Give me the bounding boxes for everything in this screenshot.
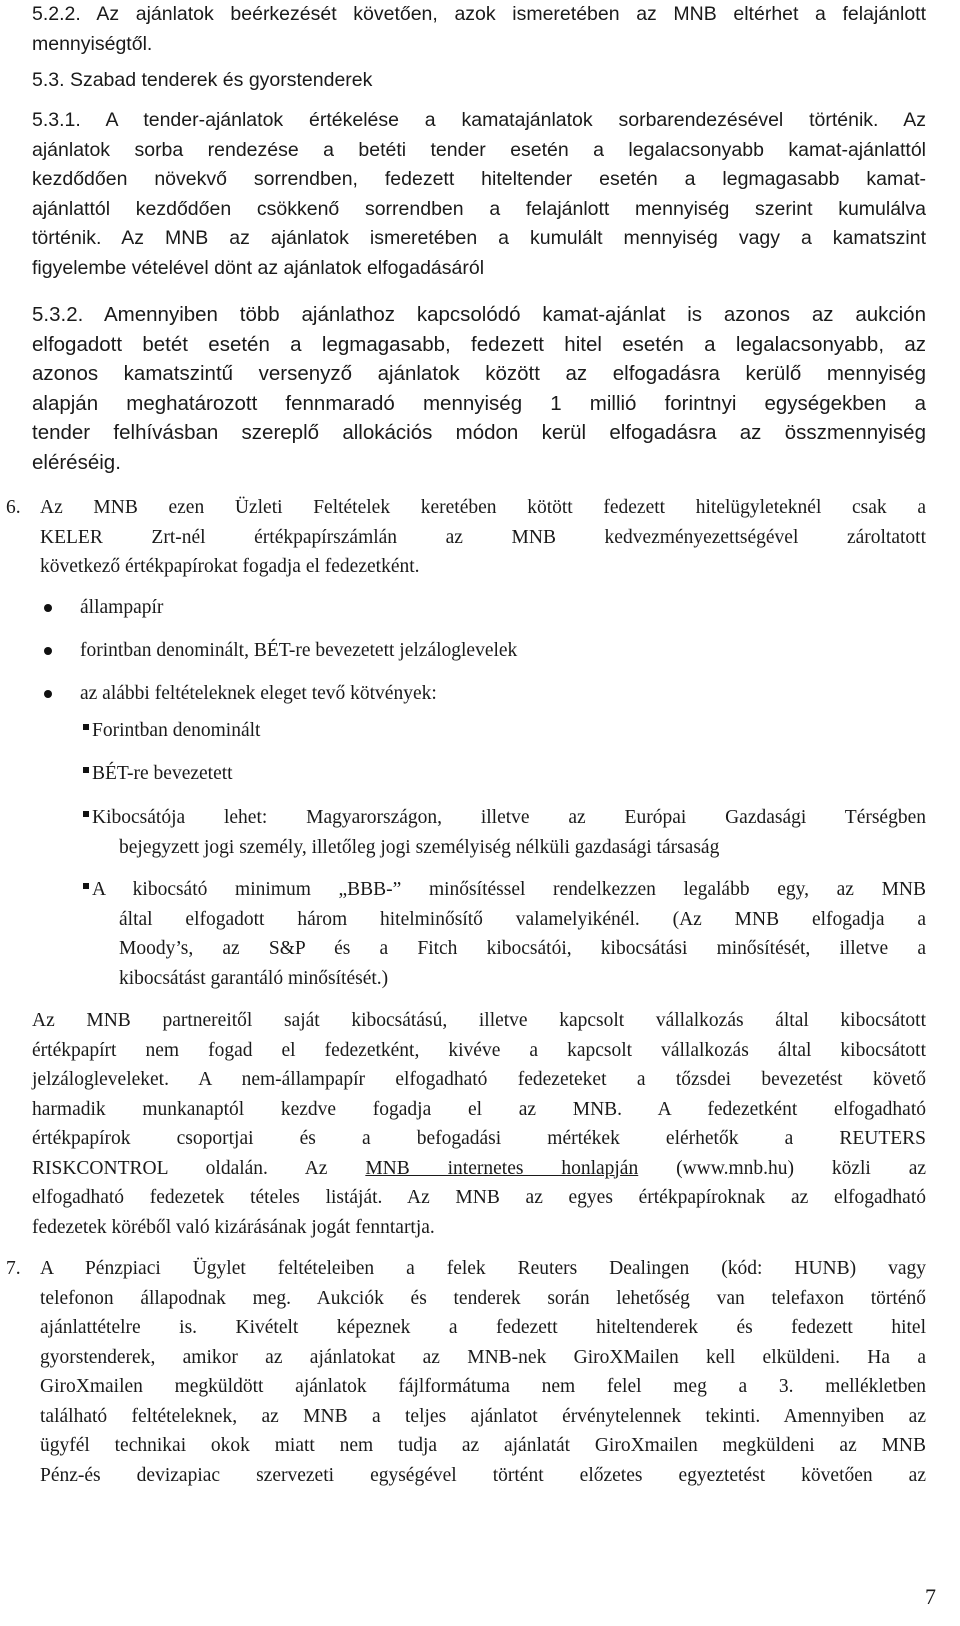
section-5-3-1-line: ajánlattól kezdődően csökkenő sorrendben a felajánlott mennyiség szerint kumulálva [32, 197, 926, 220]
paragraph-line [32, 1154, 926, 1184]
section-5-2-2-line: 5.2.2. Az ajánlatok beérkezését követően, azok ismeretében az MNB eltérhet a felajánlott [32, 3, 926, 25]
section-5-3-2-line: elfogadott betét esetén a legmagasabb, fedezett hitel esetén a legalacsonyabb, az [32, 332, 926, 356]
sub-bullet-item: Forintban denominált [92, 720, 261, 741]
section-5-3-2-line: eléréséig. [32, 450, 121, 474]
sub-bullet-item [92, 803, 926, 862]
section-5-3-1-line: történik. Az MNB az ajánlatok ismeretében a kumulált mennyiség vagy a kamatszint [32, 227, 926, 249]
section-5-3-1-line: ajánlatok sorba rendezése a betéti tender esetén a legalacsonyabb kamat-ajánlattól [32, 138, 926, 161]
page-number: 7 [925, 1584, 936, 1609]
sub-bullet-line: A kibocsátó minimum „BBB-” minősítéssel rendelkezzen legalább egy, az MNB [92, 879, 926, 900]
sub-bullet-line: Kibocsátója lehet: Magyarországon, illetve az Európai Gazdasági Térségben [92, 807, 926, 828]
section-5-3-2-line: alapján meghatározott fennmaradó mennyiség 1 millió forintnyi egységekben a [32, 391, 926, 415]
section-5-3-1 [32, 106, 926, 283]
paragraph-line: harmadik munkanaptól kezdve fogadja el az MNB. A fedezetként elfogadható [32, 1098, 926, 1120]
bullet-item: állampapír [80, 597, 164, 618]
section-6-number: 6. [6, 497, 21, 518]
section-7-line: gyorstenderek, amikor az ajánlatokat az MNB-nek GiroXMailen kell elküldeni. Ha a [40, 1346, 926, 1368]
section-5-3-1-line: kezdődően növekvő sorrendben, fedezett hiteltender esetén a legmagasabb kamat- [32, 168, 926, 190]
square-bullet-icon [83, 724, 89, 730]
section-7-line: található feltételeknek, az MNB a teljes ajánlatot érvénytelennek tekinti. Amennyiben az [40, 1405, 926, 1427]
section-7-line: Pénz-és devizapiac szervezeti egységével történt előzetes egyeztetést követően az [40, 1464, 926, 1486]
sub-bullet-line: Moody’s, az S&P és a Fitch kibocsátói, kibocsátási minősítését, illetve a [119, 938, 926, 959]
section-5-3-2-number: 5.3.2. [32, 303, 84, 326]
section-5-3-heading: 5.3. Szabad tenderek és gyorstenderek [32, 69, 373, 91]
collateral-paragraph [32, 1006, 926, 1242]
paragraph-line: Az MNB partnereitől saját kibocsátású, illetve kapcsolt vállalkozás által kibocsátott [32, 1010, 926, 1031]
section-5-3-2-line: tender felhívásban szereplő allokációs módon kerül elfogadásra az összmennyiség [32, 421, 926, 444]
section-6-line: következő értékpapírokat fogadja el fedezetként. [40, 556, 420, 577]
bullet-icon [44, 690, 52, 698]
section-5-3-2-line [32, 300, 926, 330]
section-5-3-2 [32, 300, 926, 477]
paragraph-line: fedezetek köréből való kizárásának jogát fenntartja. [32, 1216, 435, 1238]
paragraph-line: elfogadható fedezetek tételes listáját. Az MNB az egyes értékpapíroknak az elfogadható [32, 1187, 926, 1208]
paragraph-line: értékpapírok csoportjai és a befogadási mértékek elérhetők a REUTERS [32, 1128, 926, 1149]
paragraph-line: jelzálogleveleket. A nem-állampapír elfogadható fedezeteket a tőzsdei bevezetést követő [32, 1069, 926, 1090]
section-5-2-2 [32, 0, 926, 59]
section-5-3-1-line: figyelembe vételével dönt az ajánlatok elfogadásáról [32, 256, 485, 279]
bullet-icon [44, 604, 52, 612]
mnb-website-link[interactable]: MNB internetes honlapján [365, 1157, 639, 1179]
bullet-item: forintban denominált, BÉT-re bevezetett jelzáloglevelek [80, 640, 518, 661]
section-5-3-2-line: azonos kamatszintű versenyző ajánlatok között az elfogadásra kerülő mennyiség [32, 362, 926, 385]
sub-bullet-line: által elfogadott három hitelminősítő valamelyikénél. (Az MNB elfogadja a [119, 908, 926, 930]
section-7-line: ajánlattételre is. Kivételt képeznek a fedezett hiteltenderek és fedezett hitel [40, 1317, 926, 1338]
sub-bullet-line: kibocsátást garantáló minősítését.) [119, 967, 389, 989]
section-7-number: 7. [6, 1258, 21, 1279]
square-bullet-icon [83, 811, 89, 817]
section-5-2-2-line: mennyiségtől. [32, 32, 153, 55]
sub-bullet-item: BÉT-re bevezetett [92, 763, 233, 784]
sub-bullet-item [92, 875, 926, 993]
section-6 [40, 493, 926, 582]
section-7-line: GiroXmailen megküldött ajánlatok fájlformátuma nem felel meg a 3. mellékletben [40, 1376, 926, 1397]
section-5-3-1-line: 5.3.1. A tender-ajánlatok értékelése a kamatajánlatok sorbarendezésével történik. Az [32, 109, 926, 131]
sub-bullet-line: bejegyzett jogi személy, illetőleg jogi személyiség nélküli gazdasági társaság [119, 836, 720, 858]
paragraph-text: RISKCONTROL oldalán. Az [32, 1157, 328, 1179]
section-7-line: telefonon állapodnak meg. Aukciók és tenderek során lehetőség van telefaxon történő [40, 1287, 926, 1309]
square-bullet-icon [83, 883, 89, 889]
section-7-line: A Pénzpiaci Ügylet feltételeiben a felek Reuters Dealingen (kód: HUNB) vagy [40, 1258, 926, 1279]
section-6-line: Az MNB ezen Üzleti Feltételek keretében kötött fedezett hitelügyleteknél csak a [40, 497, 926, 518]
section-7-line: ügyfél technikai okok miatt nem tudja az ajánlatát GiroXmailen megküldeni az MNB [40, 1435, 926, 1456]
section-6-line: KELER Zrt-nél értékpapírszámlán az MNB kedvezményezettségével zároltatott [40, 526, 926, 548]
square-bullet-icon [83, 767, 89, 773]
paragraph-line: értékpapírt nem fogad el fedezetként, kivéve a kapcsolt vállalkozás által kibocsátott [32, 1039, 926, 1061]
paragraph-text: (www.mnb.hu) közli az [676, 1157, 927, 1179]
section-5-3-2-text: Amennyiben több ajánlathoz kapcsolódó kamat-ajánlat is azonos az aukción [104, 303, 926, 326]
section-7 [40, 1254, 926, 1490]
bullet-item: az alábbi feltételeknek eleget tevő kötvények: [80, 683, 437, 704]
bullet-icon [44, 647, 52, 655]
